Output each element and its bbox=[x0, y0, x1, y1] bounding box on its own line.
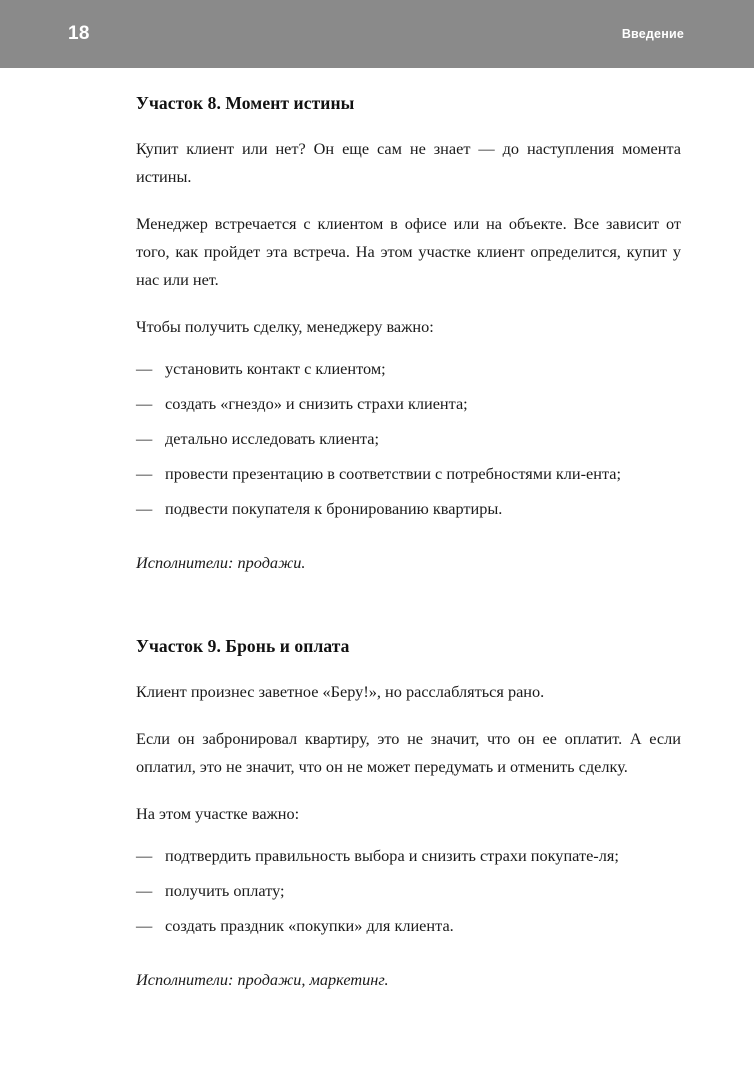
list-item bbox=[136, 912, 681, 940]
list-item-text: детально исследовать клиента; bbox=[165, 428, 380, 448]
dash-marker: — bbox=[136, 915, 153, 935]
section-2-paragraph-2: Если он забронировал квартиру, это не значит, что он ее оплатит. А если оплатил, это не значит, что он не может передумать и отменить сделку. bbox=[136, 728, 681, 776]
page-content bbox=[136, 68, 681, 994]
list-item-text: провести презентацию в соответствии с потребностями кли-ента; bbox=[165, 463, 622, 483]
list-item-text: создать праздник «покупки» для клиента. bbox=[165, 915, 454, 935]
list-item bbox=[136, 390, 681, 418]
dash-marker: — bbox=[136, 393, 153, 413]
section-2-paragraph-3: На этом участке важно: bbox=[136, 803, 300, 823]
dash-marker: — bbox=[136, 880, 153, 900]
section-1-paragraph-3: Чтобы получить сделку, менеджеру важно: bbox=[136, 316, 434, 336]
section-2-list bbox=[136, 842, 681, 940]
list-item bbox=[136, 842, 681, 870]
list-item bbox=[136, 877, 681, 905]
list-item-text: подвести покупателя к бронированию квартиры. bbox=[165, 498, 503, 518]
section-1-paragraph-2: Менеджер встречается с клиентом в офисе или на объекте. Все зависит от того, как пройдет эта встреча. На этом участке клиент определится, купит у нас или нет. bbox=[136, 213, 681, 289]
dash-marker: — bbox=[136, 358, 153, 378]
list-item bbox=[136, 460, 681, 488]
section-1-performers: Исполнители: продажи. bbox=[136, 552, 306, 572]
dash-marker: — bbox=[136, 463, 153, 483]
list-item bbox=[136, 495, 681, 523]
header-section-title: Введение bbox=[621, 27, 684, 41]
list-item bbox=[136, 425, 681, 453]
list-item-text: получить оплату; bbox=[165, 880, 285, 900]
dash-marker: — bbox=[136, 845, 153, 865]
section-2-performers: Исполнители: продажи, маркетинг. bbox=[136, 969, 389, 989]
page-number: 18 bbox=[68, 23, 90, 44]
list-item-text: создать «гнездо» и снизить страхи клиента; bbox=[165, 393, 468, 413]
section-2-paragraph-1: Клиент произнес заветное «Беру!», но расслабляться рано. bbox=[136, 681, 545, 701]
list-item-text: установить контакт с клиентом; bbox=[165, 358, 386, 378]
running-header bbox=[0, 0, 754, 68]
dash-marker: — bbox=[136, 428, 153, 448]
section-heading-1: Участок 8. Момент истины bbox=[136, 93, 355, 113]
section-1-paragraph-1: Купит клиент или нет? Он еще сам не знает — до наступления момента истины. bbox=[136, 138, 681, 186]
list-item-text: подтвердить правильность выбора и снизить страхи покупате-ля; bbox=[165, 845, 619, 865]
list-item bbox=[136, 355, 681, 383]
section-1-list bbox=[136, 355, 681, 523]
dash-marker: — bbox=[136, 498, 153, 518]
section-heading-2: Участок 9. Бронь и оплата bbox=[136, 635, 350, 656]
